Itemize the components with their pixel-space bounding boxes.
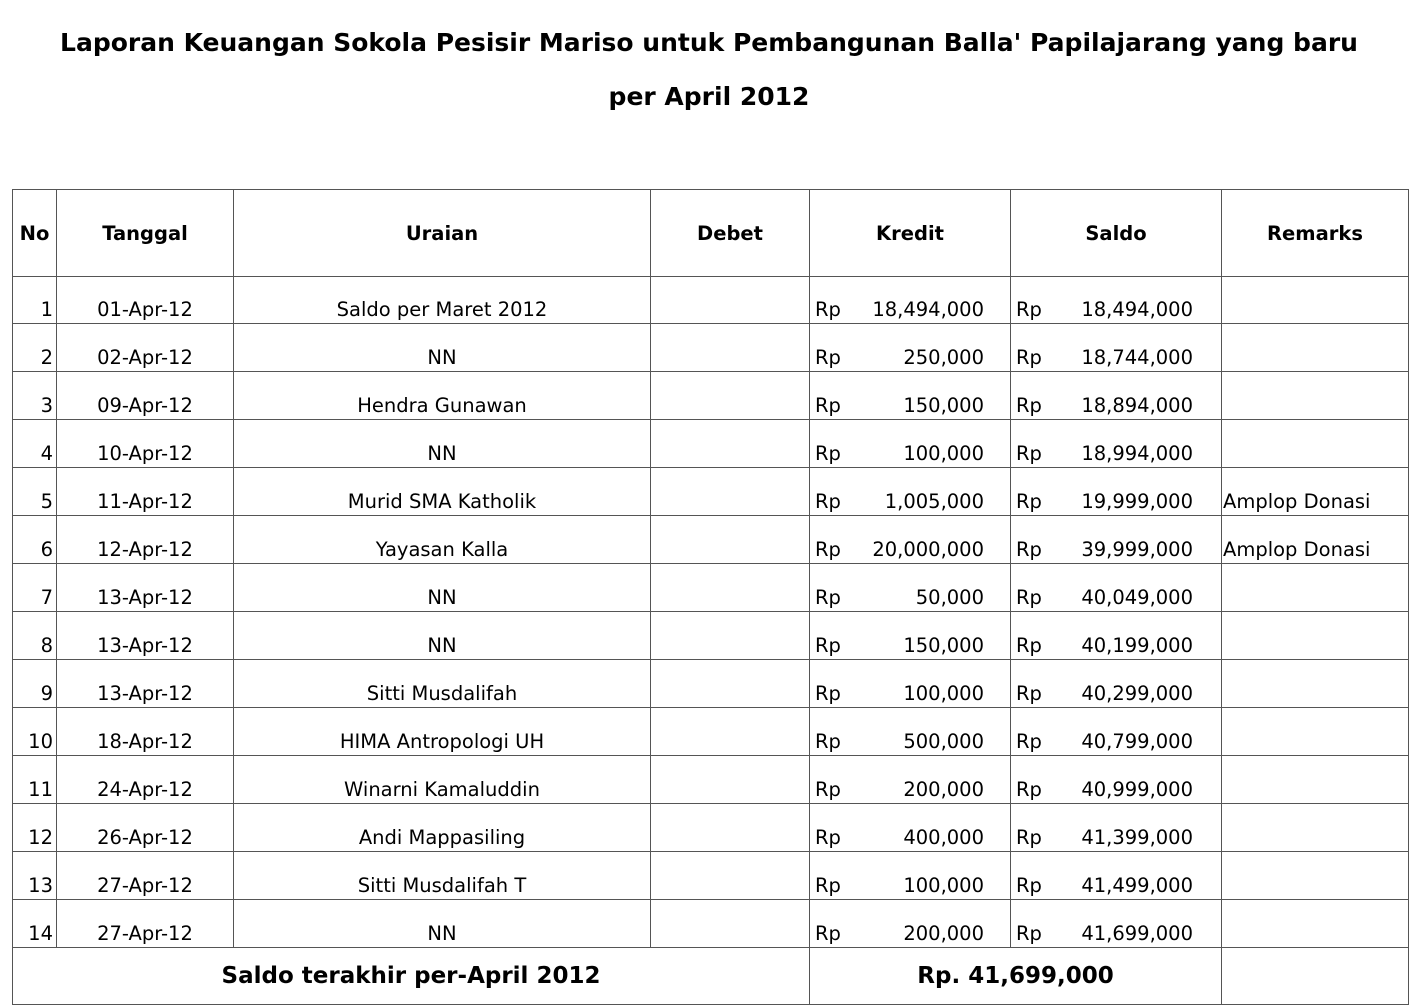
cell-remarks: [1222, 324, 1409, 372]
cell-tanggal: 13-Apr-12: [57, 612, 234, 660]
cell-uraian: NN: [234, 564, 651, 612]
currency-label: Rp: [815, 298, 841, 321]
cell-debet: [651, 660, 810, 708]
currency-label: Rp: [815, 730, 841, 753]
cell-no: 1: [13, 277, 57, 324]
currency-label: Rp: [1016, 442, 1042, 465]
cell-uraian: Winarni Kamaluddin: [234, 756, 651, 804]
saldo-amount: 18,894,000: [1081, 394, 1193, 417]
cell-tanggal: 09-Apr-12: [57, 372, 234, 420]
currency-label: Rp: [1016, 778, 1042, 801]
table-row: [13, 516, 1409, 564]
cell-tanggal: 18-Apr-12: [57, 708, 234, 756]
cell-kredit: [810, 852, 1011, 900]
cell-saldo: [1011, 804, 1222, 852]
table-row: [13, 324, 1409, 372]
currency-label: Rp: [815, 826, 841, 849]
table-row: [13, 372, 1409, 420]
cell-kredit: [810, 804, 1011, 852]
kredit-amount: 100,000: [903, 874, 984, 897]
cell-tanggal: 12-Apr-12: [57, 516, 234, 564]
header-debet: Debet: [651, 190, 810, 277]
cell-kredit: [810, 564, 1011, 612]
currency-label: Rp: [1016, 346, 1042, 369]
report-subtitle: per April 2012: [608, 82, 810, 111]
saldo-amount: 19,999,000: [1081, 490, 1193, 513]
table-row: [13, 468, 1409, 516]
table-row: [13, 660, 1409, 708]
cell-remarks: [1222, 277, 1409, 324]
cell-no: 4: [13, 420, 57, 468]
cell-no: 5: [13, 468, 57, 516]
cell-kredit: [810, 516, 1011, 564]
cell-tanggal: 27-Apr-12: [57, 900, 234, 948]
financial-ledger-table: [12, 189, 1409, 1005]
cell-debet: [651, 372, 810, 420]
cell-saldo: [1011, 756, 1222, 804]
table-row: [13, 804, 1409, 852]
kredit-amount: 100,000: [903, 442, 984, 465]
cell-tanggal: 13-Apr-12: [57, 564, 234, 612]
saldo-amount: 40,199,000: [1081, 634, 1193, 657]
cell-remarks: [1222, 852, 1409, 900]
cell-no: 6: [13, 516, 57, 564]
cell-saldo: [1011, 708, 1222, 756]
cell-remarks: [1222, 804, 1409, 852]
cell-tanggal: 24-Apr-12: [57, 756, 234, 804]
cell-no: 14: [13, 900, 57, 948]
saldo-amount: 40,299,000: [1081, 682, 1193, 705]
cell-no: 7: [13, 564, 57, 612]
cell-remarks: Amplop Donasi: [1222, 516, 1409, 564]
currency-label: Rp: [1016, 730, 1042, 753]
header-no: No: [13, 190, 57, 277]
currency-label: Rp: [1016, 538, 1042, 561]
cell-saldo: [1011, 900, 1222, 948]
cell-remarks: Amplop Donasi: [1222, 468, 1409, 516]
cell-saldo: [1011, 324, 1222, 372]
cell-tanggal: 13-Apr-12: [57, 660, 234, 708]
kredit-amount: 50,000: [915, 586, 984, 609]
cell-remarks: [1222, 660, 1409, 708]
cell-kredit: [810, 372, 1011, 420]
total-label: Saldo terakhir per-April 2012: [13, 948, 810, 1005]
saldo-amount: 40,049,000: [1081, 586, 1193, 609]
cell-saldo: [1011, 516, 1222, 564]
cell-debet: [651, 277, 810, 324]
cell-uraian: Yayasan Kalla: [234, 516, 651, 564]
table-row: [13, 612, 1409, 660]
cell-uraian: NN: [234, 324, 651, 372]
saldo-amount: 41,699,000: [1081, 922, 1193, 945]
cell-debet: [651, 612, 810, 660]
cell-debet: [651, 852, 810, 900]
currency-label: Rp: [815, 346, 841, 369]
saldo-amount: 40,799,000: [1081, 730, 1193, 753]
cell-no: 13: [13, 852, 57, 900]
cell-saldo: [1011, 564, 1222, 612]
currency-label: Rp: [815, 442, 841, 465]
header-tanggal: Tanggal: [57, 190, 234, 277]
currency-label: Rp: [815, 394, 841, 417]
cell-kredit: [810, 612, 1011, 660]
cell-no: 12: [13, 804, 57, 852]
header-remarks: Remarks: [1222, 190, 1409, 277]
cell-remarks: [1222, 708, 1409, 756]
kredit-amount: 150,000: [903, 394, 984, 417]
cell-saldo: [1011, 420, 1222, 468]
cell-saldo: [1011, 468, 1222, 516]
cell-saldo: [1011, 852, 1222, 900]
cell-uraian: Murid SMA Katholik: [234, 468, 651, 516]
currency-label: Rp: [1016, 874, 1042, 897]
kredit-amount: 250,000: [903, 346, 984, 369]
cell-tanggal: 27-Apr-12: [57, 852, 234, 900]
cell-uraian: Sitti Musdalifah T: [234, 852, 651, 900]
currency-label: Rp: [1016, 394, 1042, 417]
currency-label: Rp: [815, 682, 841, 705]
cell-kredit: [810, 277, 1011, 324]
cell-remarks: [1222, 900, 1409, 948]
header-row: [13, 190, 1409, 277]
kredit-amount: 20,000,000: [872, 538, 984, 561]
cell-no: 3: [13, 372, 57, 420]
kredit-amount: 500,000: [903, 730, 984, 753]
table-row: [13, 852, 1409, 900]
cell-uraian: NN: [234, 900, 651, 948]
cell-kredit: [810, 900, 1011, 948]
total-row: [13, 948, 1409, 1005]
currency-label: Rp: [1016, 826, 1042, 849]
cell-uraian: Saldo per Maret 2012: [234, 277, 651, 324]
cell-debet: [651, 564, 810, 612]
kredit-amount: 400,000: [903, 826, 984, 849]
table-row: [13, 756, 1409, 804]
currency-label: Rp: [815, 586, 841, 609]
cell-debet: [651, 756, 810, 804]
currency-label: Rp: [815, 922, 841, 945]
header-saldo: Saldo: [1011, 190, 1222, 277]
cell-kredit: [810, 756, 1011, 804]
cell-remarks: [1222, 564, 1409, 612]
cell-remarks: [1222, 372, 1409, 420]
total-remarks-empty: [1222, 948, 1409, 1005]
cell-remarks: [1222, 756, 1409, 804]
header-kredit: Kredit: [810, 190, 1011, 277]
cell-uraian: Sitti Musdalifah: [234, 660, 651, 708]
cell-remarks: [1222, 420, 1409, 468]
cell-debet: [651, 708, 810, 756]
saldo-amount: 18,994,000: [1081, 442, 1193, 465]
cell-no: 10: [13, 708, 57, 756]
kredit-amount: 100,000: [903, 682, 984, 705]
currency-label: Rp: [1016, 298, 1042, 321]
cell-no: 8: [13, 612, 57, 660]
cell-saldo: [1011, 372, 1222, 420]
currency-label: Rp: [1016, 634, 1042, 657]
report-title: Laporan Keuangan Sokola Pesisir Mariso untuk Pembangunan Balla' Papilajarang yang baru: [60, 28, 1358, 57]
currency-label: Rp: [815, 490, 841, 513]
kredit-amount: 1,005,000: [884, 490, 984, 513]
cell-tanggal: 26-Apr-12: [57, 804, 234, 852]
cell-no: 9: [13, 660, 57, 708]
saldo-amount: 18,744,000: [1081, 346, 1193, 369]
cell-tanggal: 10-Apr-12: [57, 420, 234, 468]
saldo-amount: 40,999,000: [1081, 778, 1193, 801]
kredit-amount: 200,000: [903, 922, 984, 945]
cell-debet: [651, 468, 810, 516]
cell-debet: [651, 900, 810, 948]
cell-saldo: [1011, 660, 1222, 708]
cell-tanggal: 11-Apr-12: [57, 468, 234, 516]
currency-label: Rp: [815, 538, 841, 561]
total-value: Rp. 41,699,000: [810, 948, 1222, 1005]
currency-label: Rp: [815, 778, 841, 801]
cell-uraian: Hendra Gunawan: [234, 372, 651, 420]
table-row: [13, 277, 1409, 324]
cell-no: 11: [13, 756, 57, 804]
cell-tanggal: 01-Apr-12: [57, 277, 234, 324]
currency-label: Rp: [1016, 922, 1042, 945]
currency-label: Rp: [815, 634, 841, 657]
saldo-amount: 18,494,000: [1081, 298, 1193, 321]
cell-kredit: [810, 420, 1011, 468]
table-row: [13, 564, 1409, 612]
kredit-amount: 18,494,000: [872, 298, 984, 321]
cell-saldo: [1011, 277, 1222, 324]
cell-uraian: NN: [234, 420, 651, 468]
cell-kredit: [810, 660, 1011, 708]
table-row: [13, 900, 1409, 948]
currency-label: Rp: [1016, 490, 1042, 513]
kredit-amount: 150,000: [903, 634, 984, 657]
cell-debet: [651, 516, 810, 564]
cell-debet: [651, 420, 810, 468]
table-row: [13, 420, 1409, 468]
currency-label: Rp: [1016, 586, 1042, 609]
cell-kredit: [810, 324, 1011, 372]
saldo-amount: 39,999,000: [1081, 538, 1193, 561]
cell-uraian: Andi Mappasiling: [234, 804, 651, 852]
saldo-amount: 41,399,000: [1081, 826, 1193, 849]
currency-label: Rp: [1016, 682, 1042, 705]
cell-no: 2: [13, 324, 57, 372]
saldo-amount: 41,499,000: [1081, 874, 1193, 897]
cell-tanggal: 02-Apr-12: [57, 324, 234, 372]
cell-saldo: [1011, 612, 1222, 660]
cell-remarks: [1222, 612, 1409, 660]
cell-uraian: NN: [234, 612, 651, 660]
cell-uraian: HIMA Antropologi UH: [234, 708, 651, 756]
kredit-amount: 200,000: [903, 778, 984, 801]
cell-debet: [651, 324, 810, 372]
header-uraian: Uraian: [234, 190, 651, 277]
table-row: [13, 708, 1409, 756]
currency-label: Rp: [815, 874, 841, 897]
cell-kredit: [810, 468, 1011, 516]
cell-debet: [651, 804, 810, 852]
cell-kredit: [810, 708, 1011, 756]
